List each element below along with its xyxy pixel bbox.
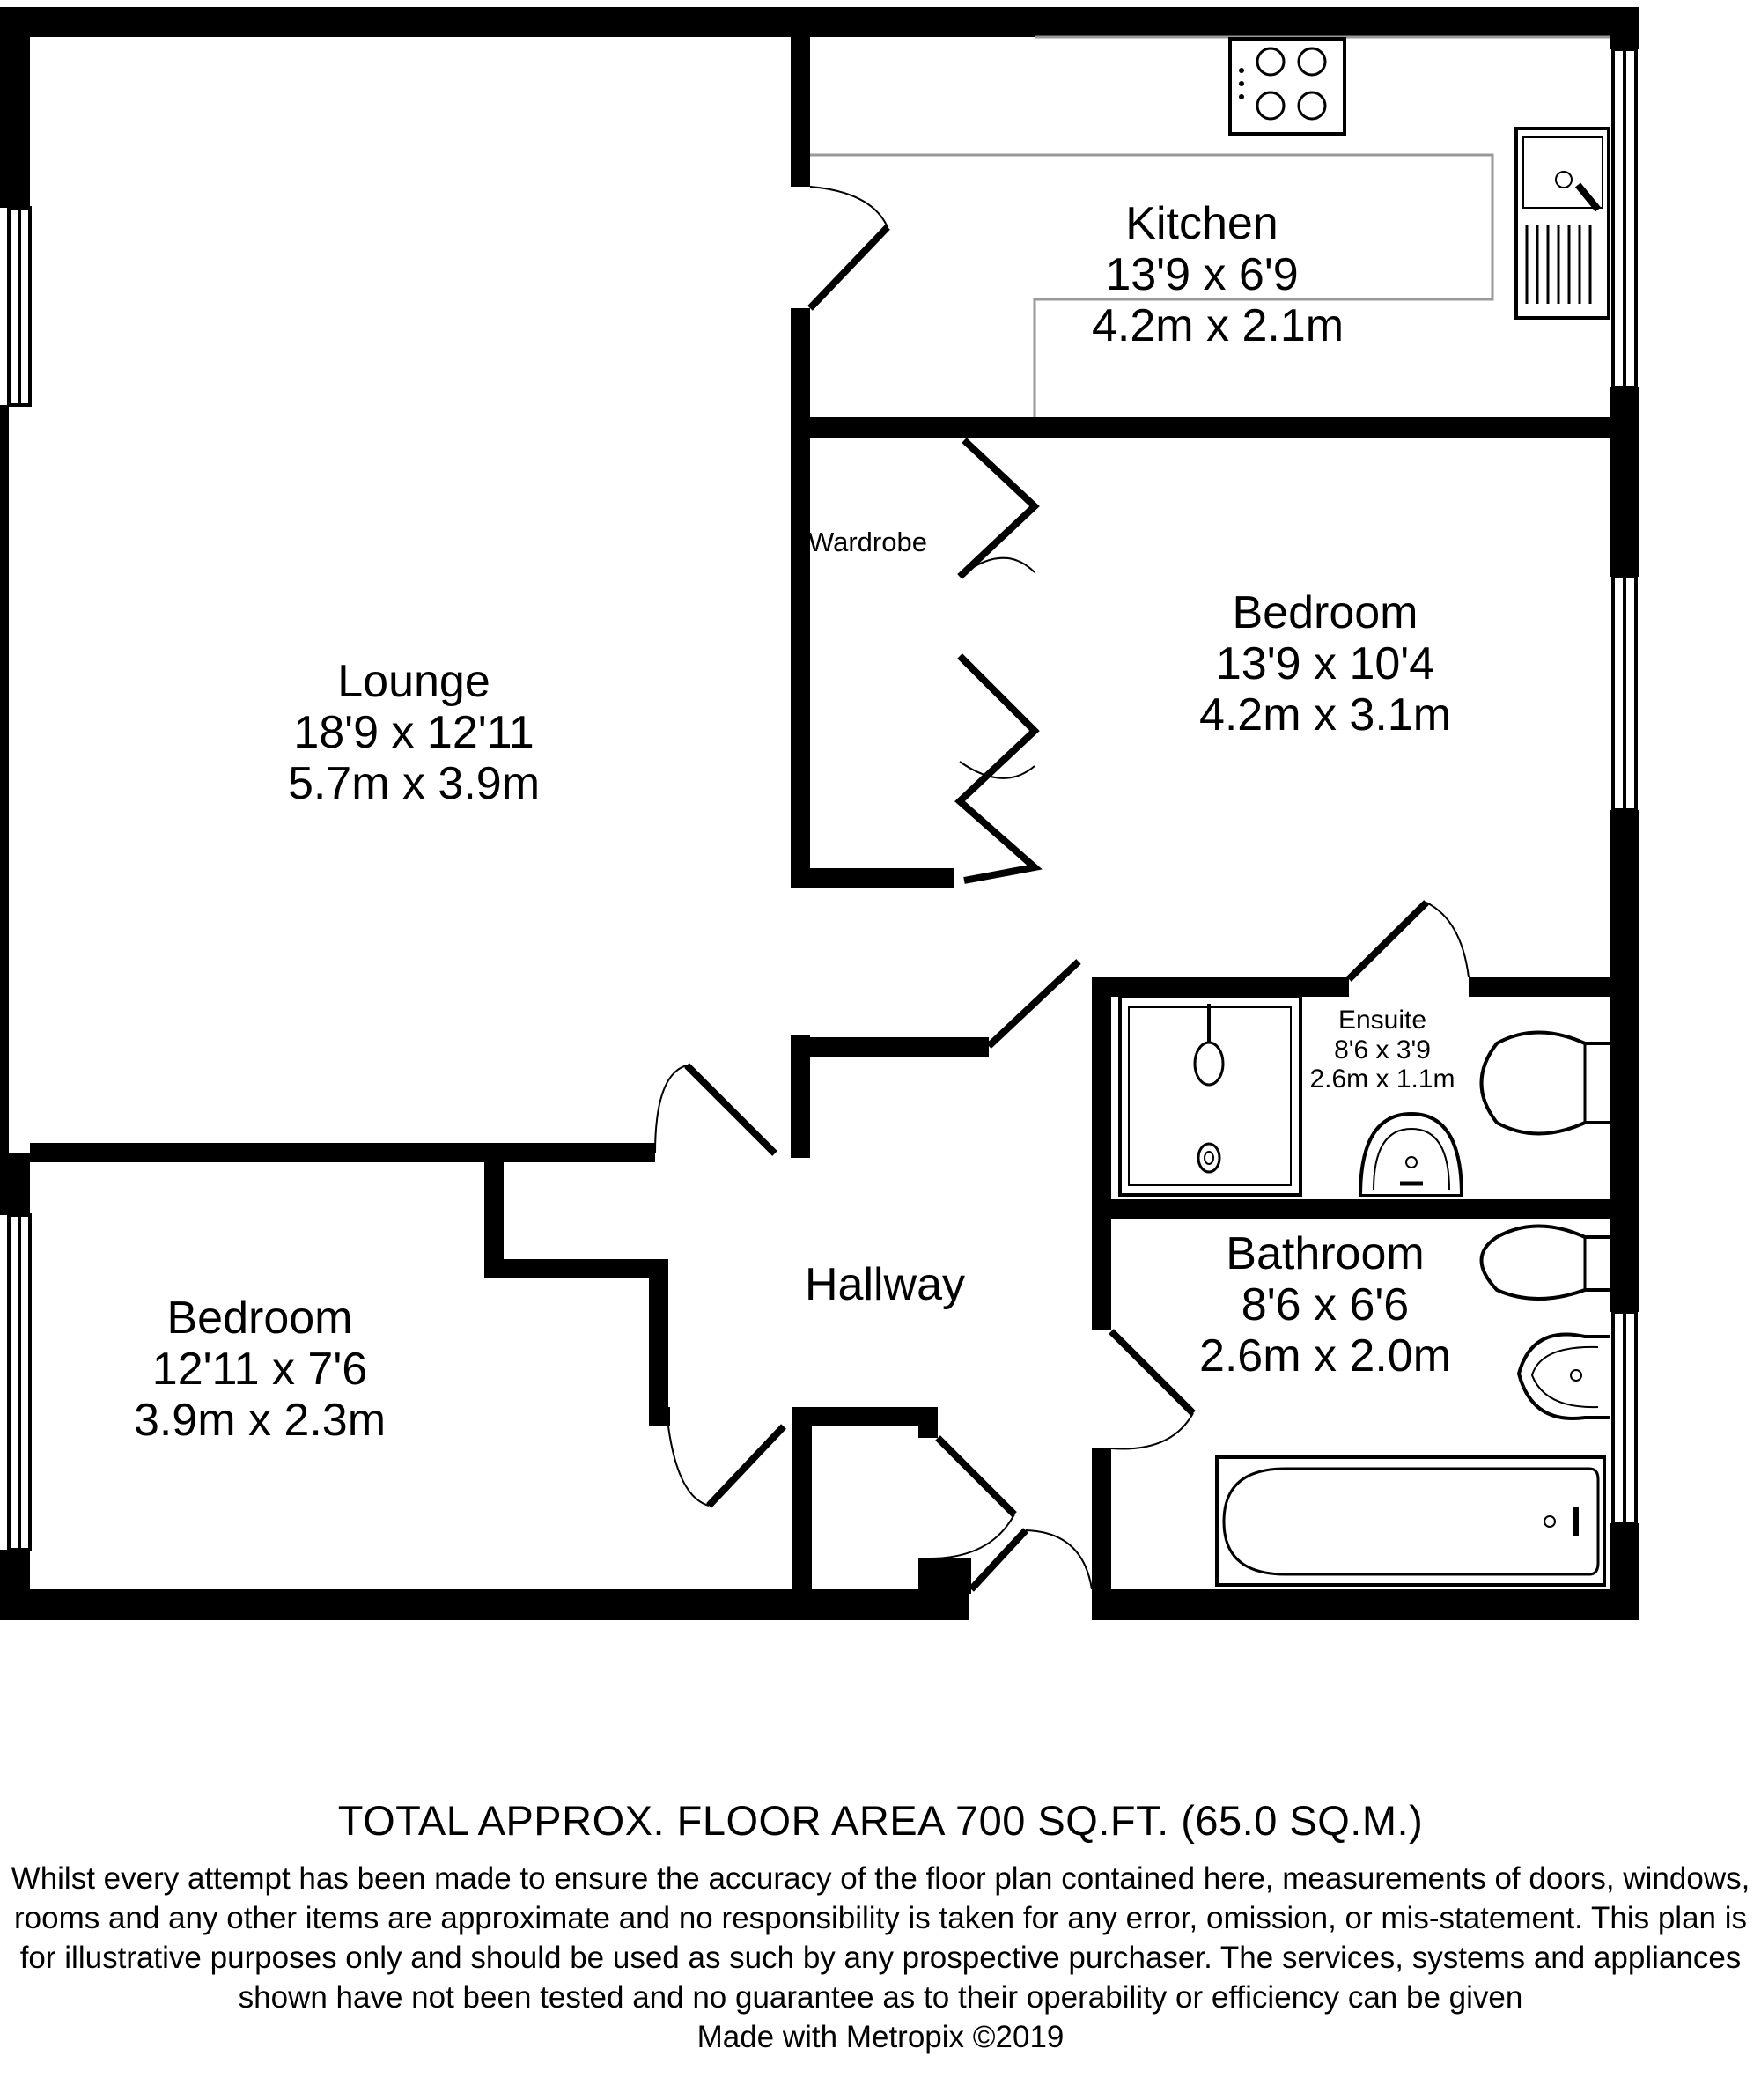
- kitchen-metric: 4.2m x 2.1m: [1092, 300, 1345, 352]
- kitchen-name: Kitchen: [1125, 198, 1278, 249]
- credit-text: Made with Metropix ©2019: [696, 2020, 1065, 2054]
- bedroom-1-imperial: 13'9 x 10'4: [1215, 638, 1435, 690]
- bedroom-1-name: Bedroom: [1232, 587, 1418, 638]
- lounge-imperial: 18'9 x 12'11: [293, 707, 534, 759]
- bath-icon: [1217, 1457, 1604, 1585]
- wardrobe-label: Wardrobe: [808, 527, 927, 557]
- kitchen-sink-icon: [1516, 129, 1609, 318]
- bathroom-name: Bathroom: [1226, 1228, 1425, 1279]
- kitchen-imperial: 13'9 x 6'9: [1105, 249, 1299, 301]
- footer: [0, 1796, 1761, 2057]
- lounge-name: Lounge: [337, 656, 490, 707]
- bathroom-metric: 2.6m x 2.0m: [1198, 1330, 1452, 1382]
- bathroom-basin-icon: [1519, 1335, 1610, 1418]
- disclaimer-text: Whilst every attempt has been made to ensure the accuracy of the floor plan contained here, measurements of doors, windows, rooms and any other items are approximate and no responsibility is taken for any error, omission, or mis-statement. This plan is for illustrative purposes only and should be used as such by any prospective purchaser. The services, systems and appliances shown have not been tested and no guarantee as to their operability or efficiency can be given: [11, 1861, 1750, 2015]
- ensuite-basin-icon: [1360, 1114, 1462, 1196]
- bathroom-imperial: 8'6 x 6'6: [1241, 1279, 1410, 1331]
- bedroom-1-label: [1180, 587, 1470, 741]
- kitchen-label: [1092, 198, 1345, 352]
- ensuite-metric: 2.6m x 1.1m: [1309, 1065, 1455, 1094]
- hallway-name: Hallway: [804, 1259, 966, 1310]
- ensuite-toilet-icon: [1482, 1033, 1610, 1134]
- wardrobe-doors: [960, 440, 1035, 881]
- bedroom-2-label: [106, 1293, 414, 1447]
- ensuite-label: [1294, 1006, 1470, 1094]
- bedroom-2-metric: 3.9m x 2.3m: [133, 1395, 387, 1447]
- lounge-label: [264, 656, 564, 810]
- bathroom-label: [1180, 1228, 1470, 1382]
- lounge-metric: 5.7m x 3.9m: [287, 758, 541, 810]
- hallway-label: [775, 1259, 995, 1310]
- total-floor-area: TOTAL APPROX. FLOOR AREA 700 SQ.FT. (65.0 SQ.M.): [337, 1797, 1424, 1844]
- bedroom-1-metric: 4.2m x 3.1m: [1198, 689, 1452, 741]
- bedroom-2-imperial: 12'11 x 7'6: [151, 1344, 368, 1396]
- bathroom-toilet-icon: [1482, 1227, 1610, 1300]
- ensuite-imperial: 8'6 x 3'9: [1334, 1035, 1431, 1065]
- shower-tray-icon: [1120, 997, 1300, 1195]
- bedroom-2-name: Bedroom: [166, 1293, 353, 1344]
- hob-icon: [1230, 39, 1345, 134]
- ensuite-name: Ensuite: [1337, 1006, 1427, 1035]
